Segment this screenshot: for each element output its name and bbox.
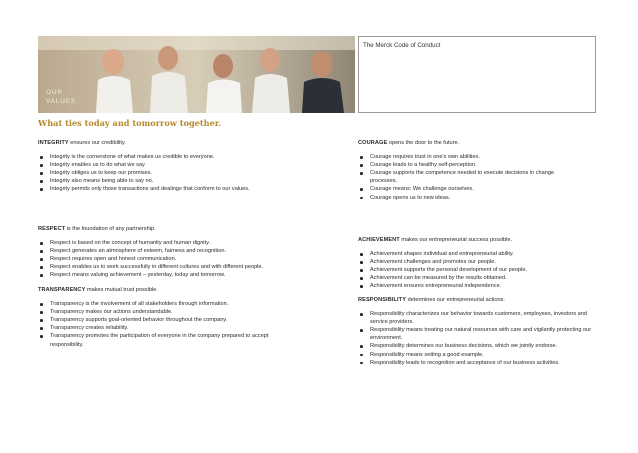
bullet-list bbox=[38, 239, 338, 279]
list-item: Transparency promotes the participation of everyone in the company prepared to accept responsibility. bbox=[38, 332, 288, 348]
bullet-list bbox=[358, 250, 598, 290]
list-item: Courage leads to a healthy self-perception. bbox=[358, 161, 558, 169]
list-item: Integrity permits only those transactions and dealings that conform to our values. bbox=[38, 185, 338, 193]
section-subtitle: ensures our credibility. bbox=[68, 140, 126, 146]
section-transparency bbox=[38, 286, 288, 349]
section-title: RESPONSIBILITY bbox=[358, 297, 407, 303]
section-title: TRANSPARENCY bbox=[38, 287, 86, 293]
list-item: Respect is based on the concept of humanity and human dignity. bbox=[38, 239, 338, 247]
list-item: Achievement can be measured by the results obtained. bbox=[358, 274, 598, 282]
header-title-box bbox=[358, 36, 596, 113]
bullet-list bbox=[38, 153, 338, 193]
list-item: Integrity also means being able to say no. bbox=[38, 177, 338, 185]
document-title: The Merck Code of Conduct bbox=[363, 42, 441, 49]
list-item: Integrity enables us to do what we say. bbox=[38, 161, 338, 169]
section-intro bbox=[358, 296, 598, 304]
list-item: Achievement supports the personal development of our people. bbox=[358, 266, 598, 274]
list-item: Integrity obliges us to keep our promises. bbox=[38, 169, 338, 177]
section-achievement bbox=[358, 236, 598, 291]
list-item: Achievement ensures entrepreneurial independence. bbox=[358, 282, 598, 290]
section-title: INTEGRITY bbox=[38, 140, 69, 146]
list-item: Respect requires open and honest communication. bbox=[38, 255, 338, 263]
section-subtitle: makes mutual trust possible. bbox=[85, 287, 158, 293]
list-item: Courage requires trust in one's own abilities. bbox=[358, 153, 558, 161]
section-integrity bbox=[38, 139, 338, 194]
list-item: Responsibility leads to recognition and acceptance of our business activities. bbox=[358, 359, 598, 367]
section-title: COURAGE bbox=[358, 140, 388, 146]
header-photo bbox=[38, 36, 355, 113]
section-courage bbox=[358, 139, 558, 202]
section-intro bbox=[38, 139, 338, 147]
list-item: Responsibility determines our business decisions, which we jointly endorse. bbox=[358, 342, 598, 350]
list-item: Respect enables us to work successfully in different cultures and with different people. bbox=[38, 263, 338, 271]
list-item: Achievement challenges and promotes our people. bbox=[358, 258, 598, 266]
section-respect bbox=[38, 225, 338, 280]
section-title: ACHIEVEMENT bbox=[358, 237, 400, 243]
section-subtitle: makes our entrepreneurial success possible. bbox=[399, 237, 513, 243]
list-item: Respect means valuing achievement – yesterday, today and tomorrow. bbox=[38, 271, 338, 279]
list-item: Courage opens us to new ideas. bbox=[358, 194, 558, 202]
page-heading: What ties today and tomorrow together. bbox=[38, 118, 222, 128]
bullet-list bbox=[358, 153, 558, 202]
section-intro bbox=[38, 286, 288, 294]
list-item: Transparency creates reliability. bbox=[38, 324, 288, 332]
list-item: Transparency is the involvement of all stakeholders through information. bbox=[38, 300, 288, 308]
section-subtitle: determines our entrepreneurial actions. bbox=[406, 297, 505, 303]
photo-caption bbox=[46, 88, 76, 106]
bullet-list bbox=[38, 300, 288, 349]
section-title: RESPECT bbox=[38, 226, 66, 232]
team-photo-illustration bbox=[38, 36, 355, 113]
photo-caption-line2: VALUES bbox=[46, 98, 76, 105]
section-subtitle: is the foundation of any partnership. bbox=[65, 226, 156, 232]
list-item: Responsibility characterizes our behavior towards customers, employees, investors and service providers. bbox=[358, 310, 598, 326]
list-item: Transparency makes our actions understandable. bbox=[38, 308, 288, 316]
section-intro bbox=[358, 236, 598, 244]
list-item: Integrity is the cornerstone of what makes us credible to everyone. bbox=[38, 153, 338, 161]
list-item: Transparency supports goal-oriented behavior throughout the company. bbox=[38, 316, 288, 324]
list-item: Courage means: We challenge ourselves. bbox=[358, 185, 558, 193]
list-item: Courage supports the competence needed to execute decisions in change processes. bbox=[358, 169, 558, 185]
section-intro bbox=[38, 225, 338, 233]
bullet-list bbox=[358, 310, 598, 367]
list-item: Respect generates an atmosphere of esteem, fairness and recognition. bbox=[38, 247, 338, 255]
list-item: Responsibility means treating our natural resources with care and vigilantly protecting our environment. bbox=[358, 326, 598, 342]
list-item: Responsibility means setting a good example. bbox=[358, 351, 598, 359]
list-item: Achievement shapes individual and entrepreneurial ability. bbox=[358, 250, 598, 258]
section-subtitle: opens the door to the future. bbox=[387, 140, 460, 146]
section-responsibility bbox=[358, 296, 598, 367]
section-intro bbox=[358, 139, 558, 147]
photo-caption-line1: OUR bbox=[46, 89, 63, 96]
